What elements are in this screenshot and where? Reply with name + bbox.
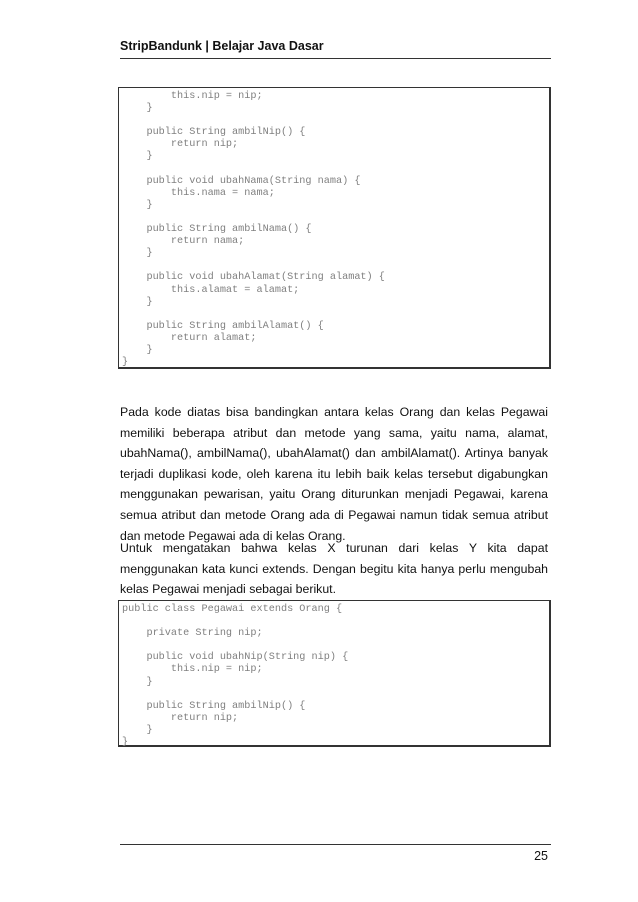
- code-line: private String nip;: [122, 628, 263, 640]
- code-line: return nip;: [122, 712, 239, 724]
- code-line: public String ambilAlamat() {: [122, 320, 324, 332]
- code-line: return alamat;: [122, 332, 257, 344]
- code-line: }: [122, 737, 129, 749]
- code-line: [122, 640, 549, 652]
- code-line: }: [122, 724, 153, 736]
- code-line: [122, 115, 549, 127]
- code-line: return nama;: [122, 236, 245, 248]
- code-line: }: [122, 676, 153, 688]
- code-line: }: [122, 199, 153, 211]
- code-line: }: [122, 296, 153, 308]
- code-line: public void ubahAlamat(String alamat) {: [122, 272, 385, 284]
- code-line: [122, 616, 549, 628]
- code-line: public void ubahNama(String nama) {: [122, 175, 361, 187]
- footer-divider: [120, 844, 551, 845]
- code-line: this.nip = nip;: [122, 664, 263, 676]
- code-line: [122, 689, 549, 701]
- page-header-title: StripBandunk | Belajar Java Dasar: [120, 39, 324, 53]
- code-line: public String ambilNama() {: [122, 224, 312, 236]
- body-paragraph: Pada kode diatas bisa bandingkan antara kelas Orang dan kelas Pegawai memiliki beberapa atribut dan metode yang sama, yaitu nama, alamat, ubahNama(), ambilNama(), ubahAlamat() dan ambilAlamat(). Artinya banyak terjadi duplikasi kode, oleh karena itu lebih baik kelas tersebut digabungkan menggunakan pewarisan, yaitu Orang diturunkan menjadi Pegawai, karena semua atribut dan metode Orang ada di Pegawai namun tidak semua atribut dan metode Pegawai ada di kelas Orang.: [120, 405, 548, 543]
- header-divider: [120, 58, 551, 59]
- code-line: [122, 164, 549, 176]
- code-line: }: [122, 357, 129, 369]
- code-line: this.nama = nama;: [122, 187, 275, 199]
- code-line: public void ubahNip(String nip) {: [122, 652, 349, 664]
- code-block-1: [118, 87, 551, 369]
- code-line: }: [122, 103, 153, 115]
- code-line: }: [122, 151, 153, 163]
- code-line: [122, 212, 549, 224]
- code-line: }: [122, 344, 153, 356]
- code-block-1-lines: [119, 88, 549, 369]
- code-line: return nip;: [122, 139, 239, 151]
- code-line: public String ambilNip() {: [122, 700, 306, 712]
- code-block-2-lines: [119, 601, 549, 749]
- page-number: 25: [534, 849, 548, 863]
- code-line: [122, 260, 549, 272]
- code-line: this.nip = nip;: [122, 91, 263, 102]
- code-line: public String ambilNip() {: [122, 127, 306, 139]
- code-line: }: [122, 248, 153, 260]
- code-block-2: [118, 600, 551, 747]
- body-paragraph: Untuk mengatakan bahwa kelas X turunan dari kelas Y kita dapat menggunakan kata kunci extends. Dengan begitu kita hanya perlu mengubah kelas Pegawai menjadi sebagai berikut.: [120, 541, 548, 597]
- code-line: [122, 309, 549, 321]
- code-line: this.alamat = alamat;: [122, 284, 300, 296]
- code-line: public class Pegawai extends Orang {: [122, 604, 343, 615]
